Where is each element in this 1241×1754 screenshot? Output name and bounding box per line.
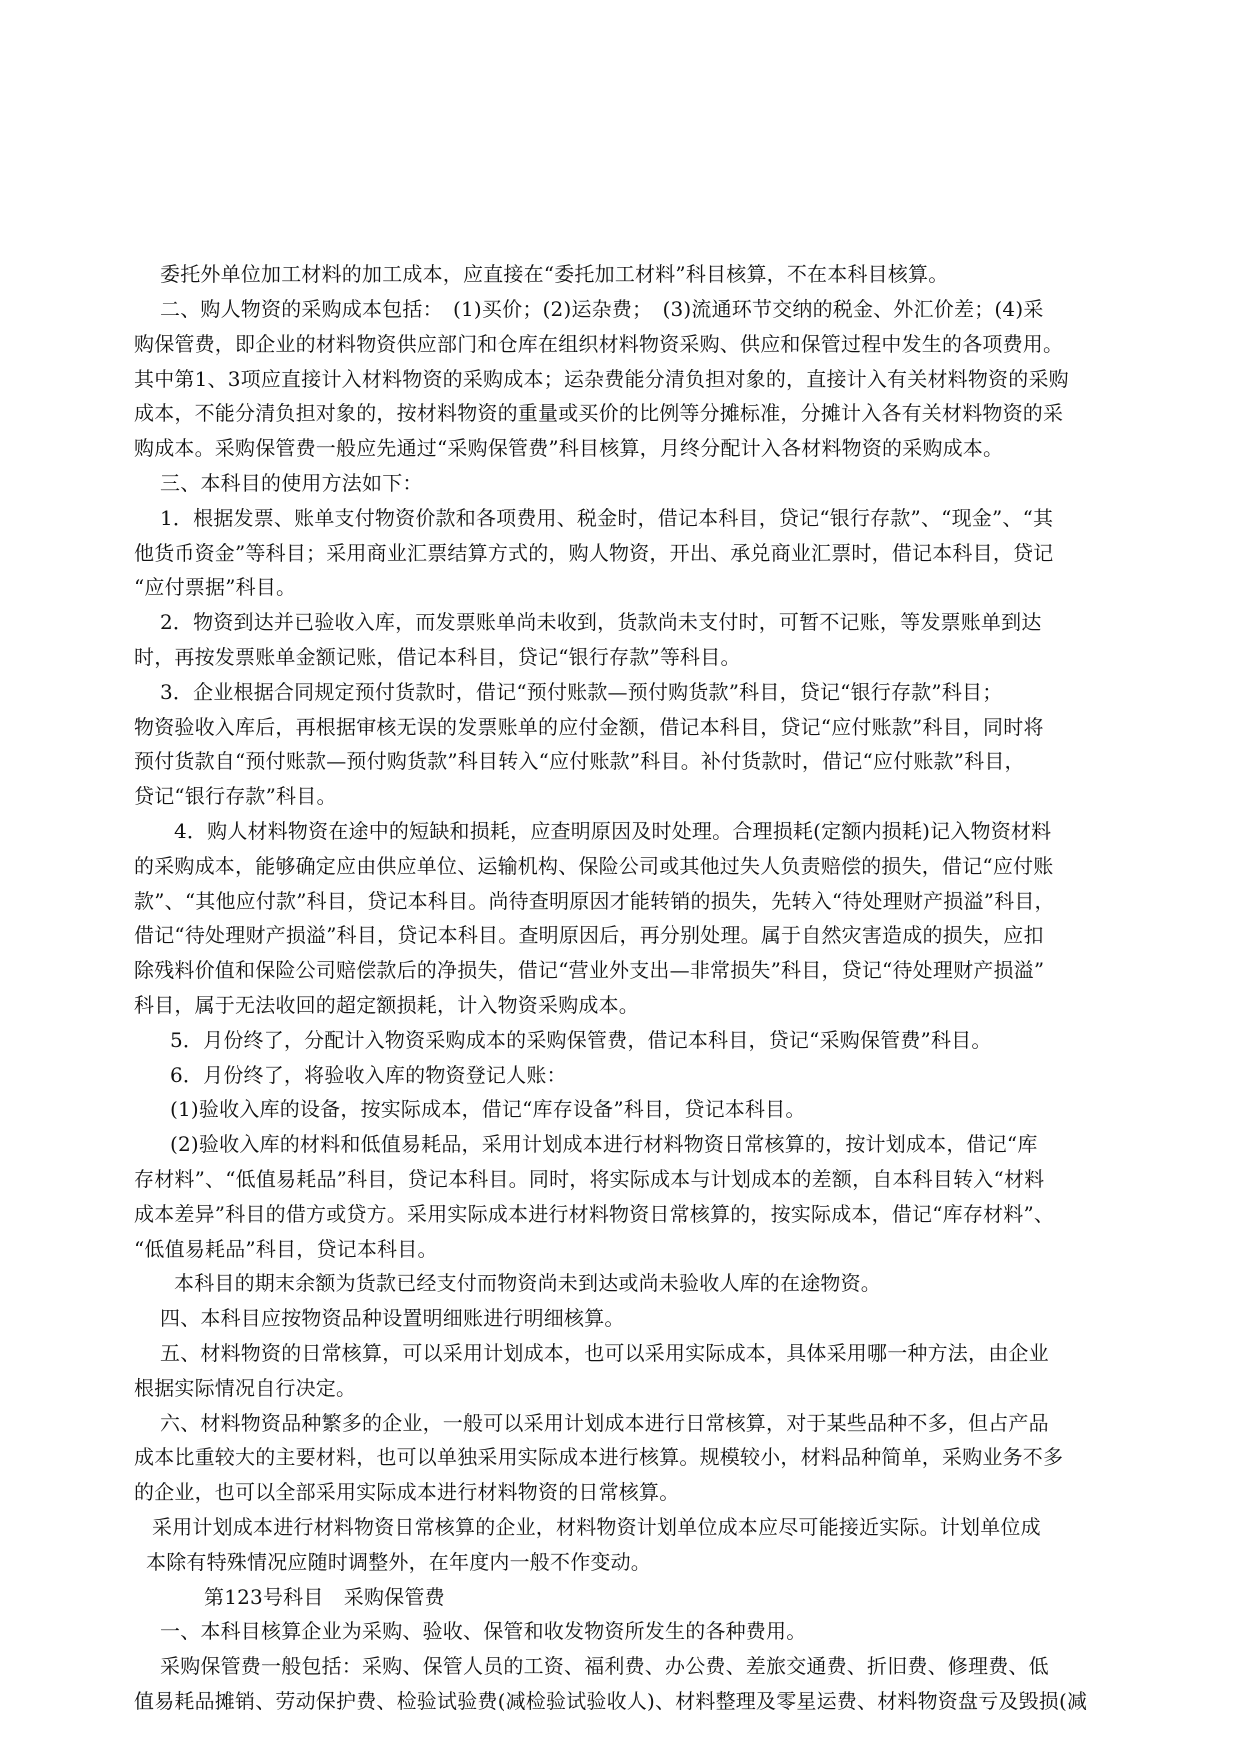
text-line: 5．月份终了，分配计入物资采购成本的采购保管费，借记本科目，贷记“采购保管费”科目。	[170, 1028, 992, 1052]
text-line: “低值易耗品”科目，贷记本科目。	[134, 1237, 438, 1261]
text-line: 其中第1、3项应直接计入材料物资的采购成本；运杂费能分清负担对象的，直接计入有关材料物资的采购	[134, 367, 1069, 391]
text-line: 1．根据发票、账单支付物资价款和各项费用、税金时，借记本科目，贷记“银行存款”、“现金”、“其	[160, 506, 1054, 530]
text-line: 的企业，也可以全部采用实际成本进行材料物资的日常核算。	[134, 1480, 680, 1504]
text-line: 根据实际情况自行决定。	[134, 1376, 357, 1400]
text-line: 委托外单位加工材料的加工成本，应直接在“委托加工材料”科目核算，不在本科目核算。	[160, 262, 949, 286]
text-line: 三、本科目的使用方法如下：	[160, 471, 423, 495]
text-line: 一、本科目核算企业为采购、验收、保管和收发物资所发生的各种费用。	[160, 1619, 807, 1643]
text-line: 购保管费，即企业的材料物资供应部门和仓库在组织材料物资采购、供应和保管过程中发生的各项费用。	[134, 332, 1064, 356]
text-line: 本科目的期末余额为货款已经支付而物资尚未到达或尚未验收人库的在途物资。	[174, 1271, 881, 1295]
text-line: 6．月份终了，将验收入库的物资登记人账：	[170, 1063, 567, 1087]
text-line: (1)验收入库的设备，按实际成本，借记“库存设备”科目，贷记本科目。	[170, 1097, 806, 1121]
text-line: 四、本科目应按物资品种设置明细账进行明细核算。	[160, 1306, 625, 1330]
text-line: 值易耗品摊销、劳动保护费、检验试验费(减检验试验收人)、材料整理及零星运费、材料物资盘亏及毁损(减	[134, 1689, 1088, 1713]
text-line: 六、材料物资品种繁多的企业，一般可以采用计划成本进行日常核算，对于某些品种不多，但占产品	[160, 1411, 1049, 1435]
text-line: 五、材料物资的日常核算，可以采用计划成本，也可以采用实际成本，具体采用哪一种方法，由企业	[160, 1341, 1049, 1365]
text-line: (2)验收入库的材料和低值易耗品，采用计划成本进行材料物资日常核算的，按计划成本，借记“库	[170, 1132, 1038, 1156]
text-line: 2．物资到达并已验收入库，而发票账单尚未收到，货款尚未支付时，可暂不记账，等发票账单到达	[160, 610, 1042, 634]
text-line: 预付货款自“预付账款—预付购货款”科目转入“应付账款”科目。补付货款时，借记“应付账款”科目，	[134, 749, 1025, 773]
text-line: 时，再按发票账单金额记账，借记本科目，贷记“银行存款”等科目。	[134, 645, 741, 669]
text-line: 借记“待处理财产损溢”科目，贷记本科目。查明原因后，再分别处理。属于自然灾害造成的损失，应扣	[134, 923, 1044, 947]
text-line: “应付票据”科目。	[134, 575, 297, 599]
text-line: 二、购人物资的采购成本包括： (1)买价；(2)运杂费； (3)流通环节交纳的税金、外汇价差；(4)采	[160, 297, 1044, 321]
text-line: 本除有特殊情况应随时调整外，在年度内一般不作变动。	[146, 1550, 651, 1574]
text-line: 物资验收入库后，再根据审核无误的发票账单的应付金额，借记本科目，贷记“应付账款”科目，同时将	[134, 715, 1044, 739]
text-line: 他货币资金”等科目；采用商业汇票结算方式的，购人物资，开出、承兑商业汇票时，借记本科目，贷记	[134, 541, 1054, 565]
text-line: 4．购人材料物资在途中的短缺和损耗，应查明原因及时处理。合理损耗(定额内损耗)记入物资材料	[174, 819, 1052, 843]
text-line: 款”、“其他应付款”科目，贷记本科目。尚待查明原因才能转销的损失，先转入“待处理财产损溢”科目，	[134, 889, 1055, 913]
text-line: 3．企业根据合同规定预付货款时，借记“预付账款—预付购货款”科目，贷记“银行存款”科目；	[160, 680, 1003, 704]
text-line: 采用计划成本进行材料物资日常核算的企业，材料物资计划单位成本应尽可能接近实际。计划单位成	[152, 1515, 1041, 1539]
text-line: 除残料价值和保险公司赔偿款后的净损失，借记“营业外支出—非常损失”科目，贷记“待处理财产损溢”	[134, 958, 1045, 982]
text-line: 贷记“银行存款”科目。	[134, 784, 337, 808]
text-line: 成本差异”科目的借方或贷方。采用实际成本进行材料物资日常核算的，按实际成本，借记“库存材料”、	[134, 1202, 1055, 1226]
text-line: 购成本。采购保管费一般应先通过“采购保管费”科目核算，月终分配计入各材料物资的采购成本。	[134, 436, 1004, 460]
text-line: 科目，属于无法收回的超定额损耗，计入物资采购成本。	[134, 993, 639, 1017]
text-line: 成本，不能分清负担对象的，按材料物资的重量或买价的比例等分摊标准，分摊计入各有关材料物资的采	[134, 401, 1064, 425]
text-line: 采购保管费一般包括：采购、保管人员的工资、福利费、办公费、差旅交通费、折旧费、修理费、低	[160, 1654, 1049, 1678]
text-line: 成本比重较大的主要材料，也可以单独采用实际成本进行核算。规模较小，材料品种简单，采购业务不多	[134, 1445, 1064, 1469]
section-heading: 第123号科目 采购保管费	[204, 1585, 445, 1609]
text-line: 的采购成本，能够确定应由供应单位、运输机构、保险公司或其他过失人负责赔偿的损失，借记“应付账	[134, 854, 1054, 878]
text-line: 存材料”、“低值易耗品”科目，贷记本科目。同时，将实际成本与计划成本的差额，自本科目转入“材料	[134, 1167, 1045, 1191]
